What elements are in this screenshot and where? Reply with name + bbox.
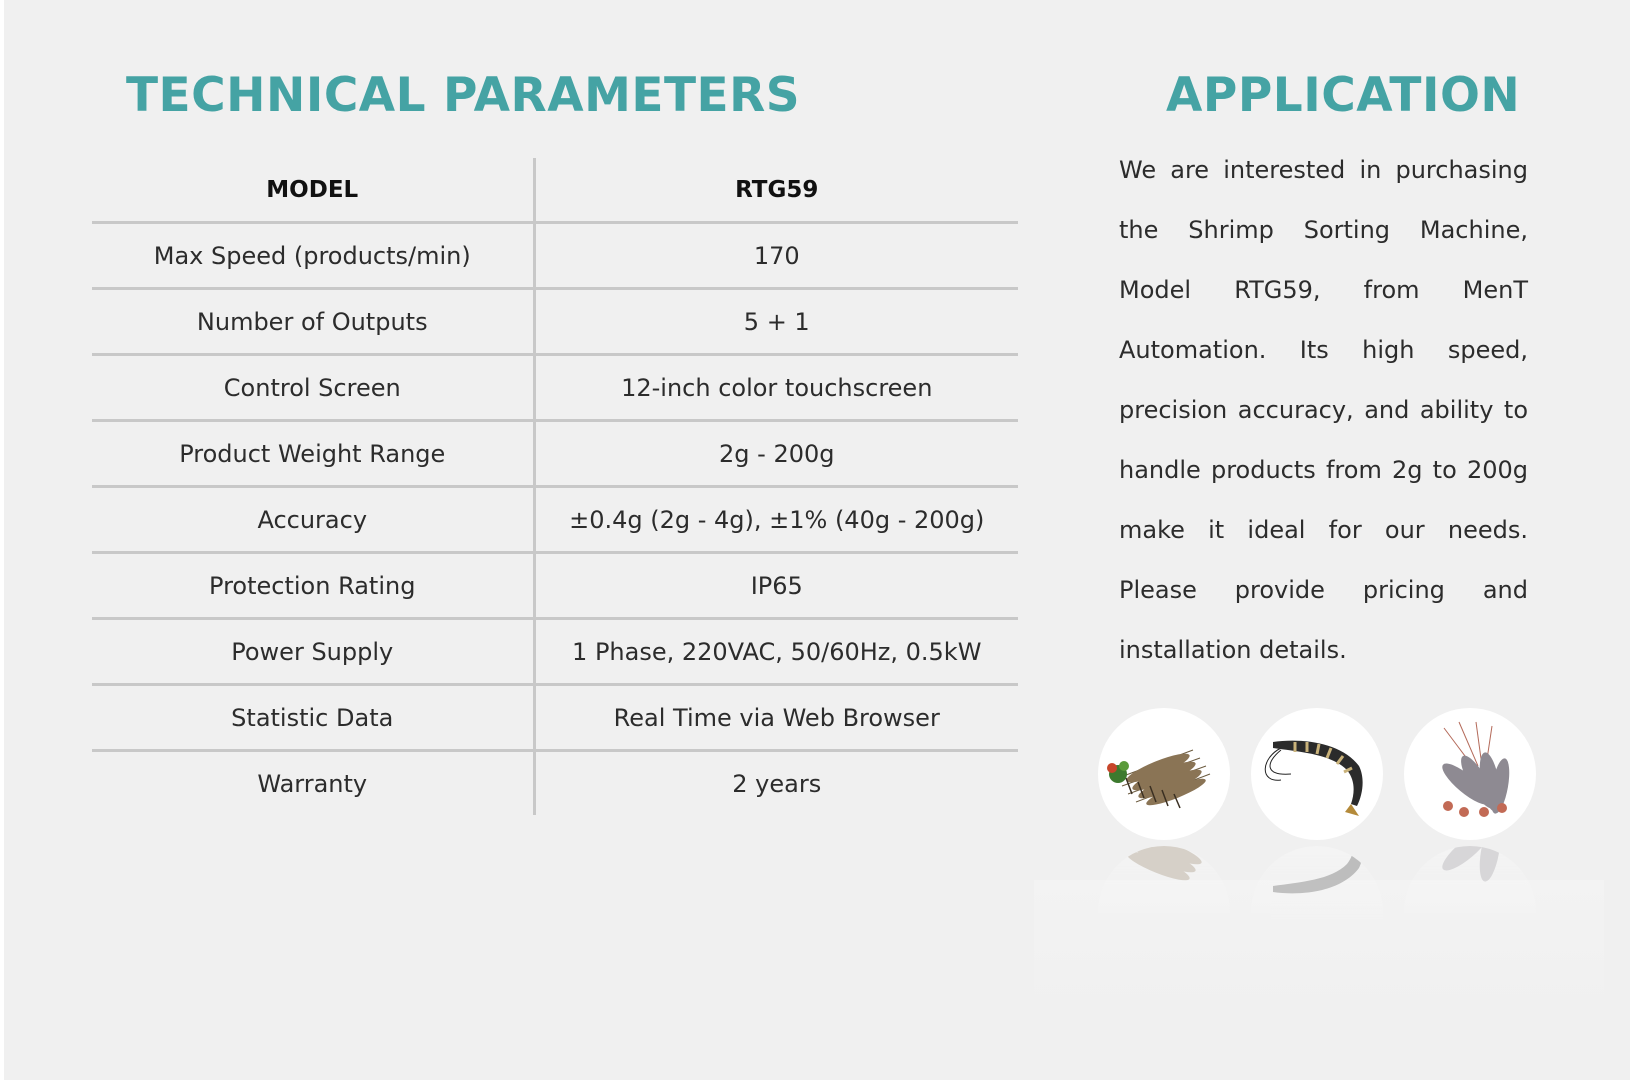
param-value: IP65 xyxy=(534,553,1018,619)
param-value: 170 xyxy=(534,223,1018,289)
param-label: Protection Rating xyxy=(92,553,534,619)
black-tiger-shrimp-reflection xyxy=(1251,846,1383,926)
table-row xyxy=(92,355,1018,421)
param-value: 5 + 1 xyxy=(534,289,1018,355)
param-value: 1 Phase, 220VAC, 50/60Hz, 0.5kW xyxy=(534,619,1018,685)
table-row xyxy=(92,619,1018,685)
param-label: Warranty xyxy=(92,751,534,816)
shrimp-bunch-image xyxy=(1098,708,1230,840)
table-row xyxy=(92,487,1018,553)
table-row xyxy=(92,685,1018,751)
table-row xyxy=(92,289,1018,355)
param-label: Control Screen xyxy=(92,355,534,421)
table-row xyxy=(92,751,1018,816)
raw-shrimp-pile-reflection xyxy=(1404,846,1536,926)
param-label: Max Speed (products/min) xyxy=(92,223,534,289)
technical-parameters-title: TECHNICAL PARAMETERS xyxy=(126,68,801,123)
param-value: 12-inch color touchscreen xyxy=(534,355,1018,421)
table-header-row xyxy=(92,158,1018,223)
shrimp-bunch-reflection xyxy=(1098,846,1230,926)
param-label: Number of Outputs xyxy=(92,289,534,355)
param-value: 2 years xyxy=(534,751,1018,816)
table-row xyxy=(92,553,1018,619)
table-row xyxy=(92,421,1018,487)
spec-table xyxy=(92,158,1018,815)
model-header: MODEL xyxy=(92,158,534,223)
param-value: 2g - 200g xyxy=(534,421,1018,487)
application-paragraph: We are interested in purchasing the Shrimp Sorting Machine, Model RTG59, from MenT Automation. Its high speed, precision accuracy, and ability to handle products from 2g to 200g make it ideal for our needs. Please provide pricing and installation details. xyxy=(1119,156,1528,664)
param-label: Power Supply xyxy=(92,619,534,685)
model-value-header: RTG59 xyxy=(735,176,819,203)
param-value: Real Time via Web Browser xyxy=(534,685,1018,751)
param-label: Accuracy xyxy=(92,487,534,553)
black-tiger-shrimp-image xyxy=(1251,708,1383,840)
table-row xyxy=(92,223,1018,289)
param-label: Statistic Data xyxy=(92,685,534,751)
param-label: Product Weight Range xyxy=(92,421,534,487)
param-value: ±0.4g (2g - 4g), ±1% (40g - 200g) xyxy=(534,487,1018,553)
raw-shrimp-pile-image xyxy=(1404,708,1536,840)
application-title: APPLICATION xyxy=(1166,68,1521,123)
shrimp-image-gallery xyxy=(1098,708,1548,948)
page xyxy=(4,0,1630,1080)
